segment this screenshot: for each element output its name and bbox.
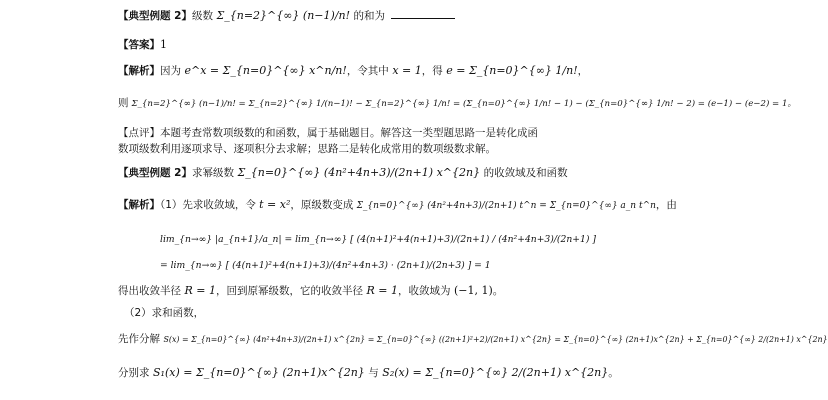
ex1-then-text: 则 — [118, 97, 129, 109]
ex2-decomp-formula: S(x) = Σ_{n=0}^{∞} (4n²+4n+3)/(2n+1) x^{2n} = Σ_{n=0}^{∞} ((2n+1)²+2)/(2n+1) x^{2n} = Σ_{n=0}^{∞} (2n+1)x^{2n} + Σ_{n=0}^{∞} 2/(2n+1) x^{2n} — [163, 335, 828, 344]
ex2-radius-formula3: (−1, 1) — [454, 284, 493, 297]
ex1-comment-text1: 【点评】本题考查常数项级数的和函数，属于基础题目。解答这一类型题思路一是转化成函 — [118, 127, 538, 139]
ex2-separate-formula2: S₂(x) = Σ_{n=0}^{∞} 2/(2n+1) x^{2n} — [382, 366, 609, 379]
ex2-radius-text4: 。 — [492, 285, 504, 297]
ex2-separate-line — [118, 366, 619, 380]
ex2-separate-text2: 与 — [368, 367, 379, 379]
ex2-step2-line — [124, 306, 204, 320]
ex2-step1-text2: ，原级数变成 — [290, 199, 354, 211]
ex1-analysis-text2: ，令其中 — [346, 65, 389, 77]
ex1-comment-text2: 数项级数利用逐项求导、逐项积分去求解；思路二是转化成常用的数项级数求解。 — [118, 143, 496, 155]
ex1-answer-value: 1 — [160, 38, 167, 51]
ex1-question-suffix: 的和为 — [353, 10, 386, 22]
ex2-step1-formula1: t = x² — [259, 198, 291, 211]
ex2-question-line — [118, 166, 568, 180]
ex1-comment-line2 — [118, 142, 496, 156]
ex1-then-line — [118, 96, 796, 111]
ex1-analysis-label: 【解析】 — [118, 65, 160, 77]
ex2-step1-text1: （1）先求收敛域，令 — [160, 199, 256, 211]
ex1-answer-label: 【答案】 — [118, 39, 160, 51]
ex2-radius-text1: 得出收敛半径 — [118, 285, 181, 297]
ex1-analysis-line — [118, 64, 588, 78]
ex1-title: 【典型例题 2】 — [118, 10, 192, 22]
ex1-analysis-text4: ， — [577, 65, 589, 77]
ex2-step1-line — [118, 198, 677, 213]
ex2-decomp-line — [118, 332, 828, 347]
ex2-radius-line — [118, 284, 503, 298]
ex2-separate-text3: 。 — [608, 367, 619, 379]
ex2-separate-formula1: S₁(x) = Σ_{n=0}^{∞} (2n+1)x^{2n} — [153, 366, 365, 379]
ex1-then-formula: Σ_{n=2}^{∞} (n−1)/n! = Σ_{n=2}^{∞} 1/(n−1)! − Σ_{n=2}^{∞} 1/n! = (Σ_{n=0}^{∞} 1/n! − 1) − (Σ_{n=0}^{∞} 1/n! − 2) = (e−1) − (e−2) = 1。 — [131, 99, 797, 109]
ex2-title: 【典型例题 2】 — [118, 167, 192, 179]
ex2-radius-text2: ，回到原幂级数，它的收敛半径 — [216, 285, 363, 297]
ex2-limit-line2 — [160, 258, 491, 273]
ex1-question-prefix: 级数 — [191, 10, 213, 22]
ex1-question-line — [118, 8, 455, 23]
ex2-limit-formula2: = lim_{n→∞} [ (4(n+1)²+4(n+1)+3)/(4n²+4n+3) · (2n+1)/(2n+3) ] = 1 — [160, 260, 491, 271]
ex1-question-formula: Σ_{n=2}^{∞} (n−1)/n! — [216, 9, 351, 22]
ex2-step1-text3: ，由 — [655, 199, 677, 211]
ex1-analysis-text1: 因为 — [160, 65, 181, 77]
ex2-separate-text1: 分别求 — [118, 367, 150, 379]
ex2-step2-text: （2）求和函数， — [124, 307, 205, 319]
ex2-limit-formula1: lim_{n→∞} |a_{n+1}/a_n| = lim_{n→∞} [ (4(n+1)²+4(n+1)+3)/(2n+1) / (4n²+4n+3)/(2n+1) ] — [160, 234, 596, 245]
ex2-analysis-label: 【解析】 — [118, 199, 160, 211]
ex2-step1-formula2: Σ_{n=0}^{∞} (4n²+4n+3)/(2n+1) t^n = Σ_{n=0}^{∞} a_n t^n — [356, 201, 656, 211]
ex2-radius-formula2: R = 1 — [366, 284, 398, 297]
ex1-answer-line — [118, 38, 167, 52]
ex1-analysis-formula2: x = 1 — [392, 64, 422, 77]
ex2-radius-text3: ，收敛域为 — [398, 285, 451, 297]
ex2-question-prefix: 求幂级数 — [191, 167, 234, 179]
ex2-decomp-text: 先作分解 — [118, 333, 160, 345]
ex1-answer-blank — [391, 8, 455, 19]
ex1-comment-line1 — [118, 126, 538, 140]
ex1-analysis-text3: ，得 — [421, 65, 443, 77]
ex2-question-formula: Σ_{n=0}^{∞} (4n²+4n+3)/(2n+1) x^{2n} — [237, 166, 481, 179]
ex1-analysis-formula3: e = Σ_{n=0}^{∞} 1/n! — [446, 64, 578, 77]
ex2-limit-line1 — [160, 232, 596, 247]
ex1-analysis-formula1: e^x = Σ_{n=0}^{∞} x^n/n! — [184, 64, 347, 77]
ex2-question-suffix: 的收敛域及和函数 — [483, 167, 568, 179]
ex2-radius-formula1: R = 1 — [184, 284, 216, 297]
